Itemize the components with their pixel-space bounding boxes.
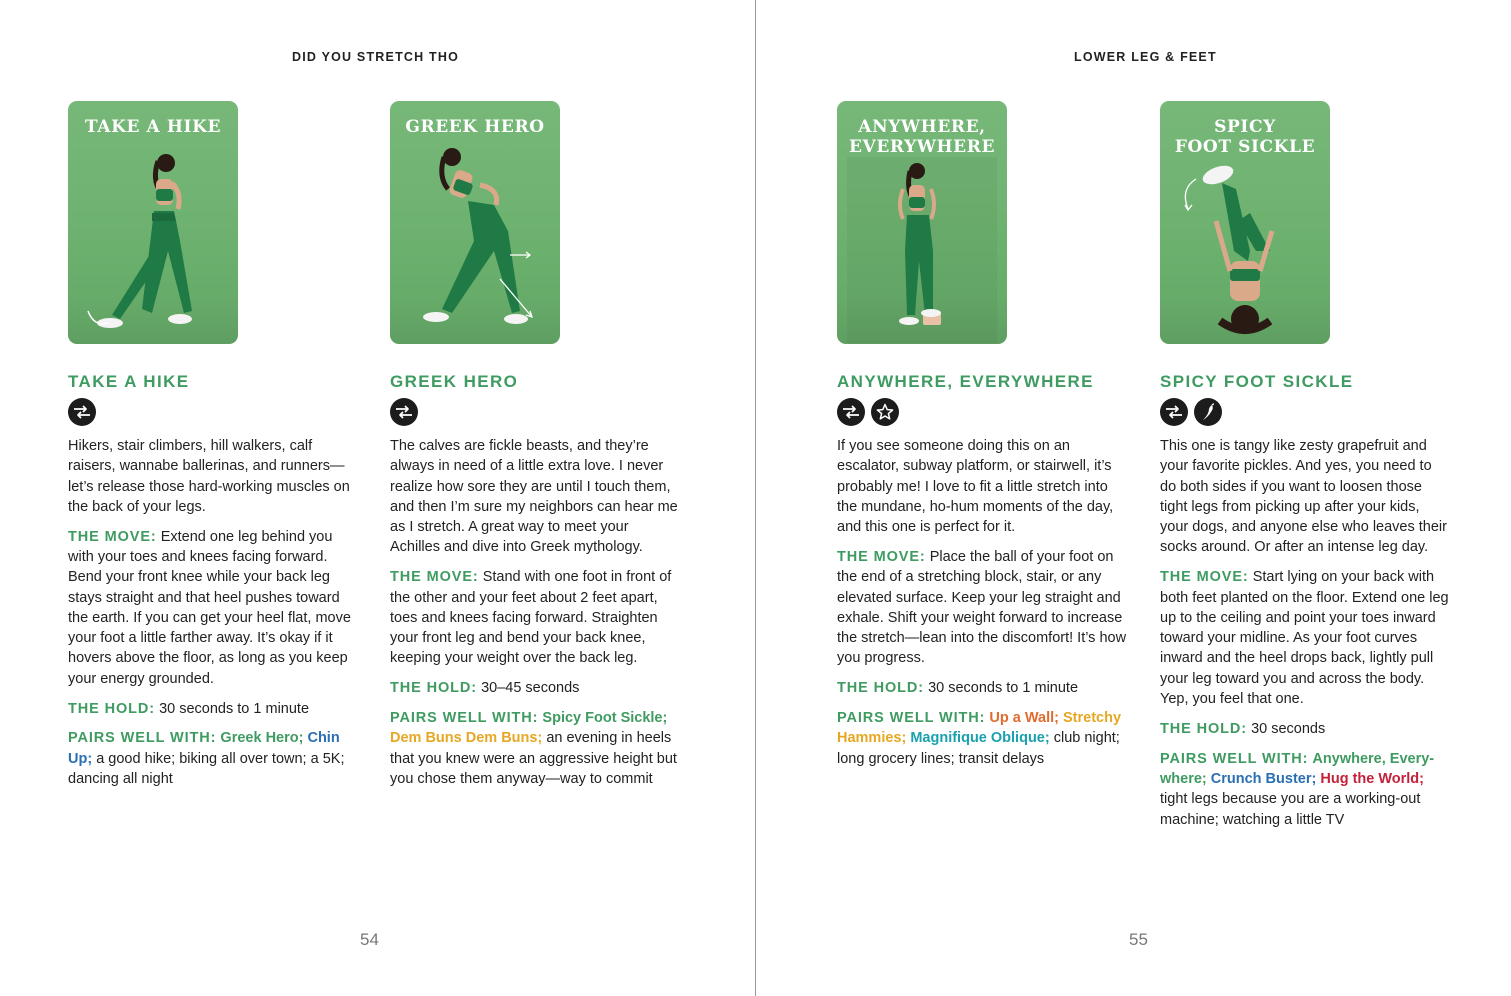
move-text: Extend one leg behind you with your toes and knees facing forward. Bend your front knee while your back leg stays straight and that heel pushes toward the earth. If you can get your heel flat, move your foot a little farther away. It’s okay if it hovers above the floor, as long as you keep your energy grounded.: [68, 528, 351, 687]
hold-label: THE HOLD:: [390, 680, 478, 697]
stretch-greek-hero: [390, 101, 680, 789]
hold-text: 30 seconds: [1251, 720, 1326, 737]
stretch-intro: The calves are fickle beasts, and they’re always in need of a little extra love. I never realize how sore they are until I touch them, and then I’m sure my neighbors can hear me as I stretch. A great way to meet your Achilles and dive into Greek mythology.: [390, 438, 678, 556]
chili-pepper-icon: [1194, 398, 1222, 426]
icon-row: [1160, 398, 1450, 426]
pairs-text: tight legs because you are a working-out machine; watching a little TV: [1160, 791, 1421, 828]
the-hold: [837, 678, 1127, 698]
the-move: [1160, 567, 1450, 709]
photo-title-line: EVERYWHERE: [848, 137, 996, 157]
pairs-label: PAIRS WELL WITH:: [1160, 750, 1309, 767]
icon-row: [68, 398, 358, 426]
stretch-title: GREEK HERO: [390, 372, 519, 391]
icon-row: [837, 398, 1127, 426]
move-text: Stand with one foot in front of the other and your feet about 2 feet apart, toes and knees facing forward. Straighten your front leg and bend your back knee, keeping your weight over the back leg.: [390, 569, 672, 667]
swap-arrows-icon: [1160, 398, 1188, 426]
move-text: Place the ball of your foot on the end of a stretching block, stair, or any elevated surface. Keep your leg straight and exhale. Shift your weight forward to increase the stretch—lean into the discomfort! It’s how you progress.: [837, 548, 1127, 667]
the-hold: [1160, 719, 1450, 739]
pairs-link[interactable]: Spicy Foot Sickle;: [542, 710, 668, 727]
photo-title: GREEK HERO: [405, 117, 545, 137]
hold-label: THE HOLD:: [1160, 720, 1248, 737]
pairs-well-with: [390, 708, 680, 789]
photo-title: TAKE A HIKE: [84, 117, 222, 137]
photo-title-line: ANYWHERE,: [858, 117, 986, 137]
stretch-anywhere-everywhere: [837, 101, 1127, 769]
icon-row: [390, 398, 680, 426]
pairs-well-with: [837, 708, 1127, 769]
move-label: THE MOVE:: [390, 569, 479, 586]
star-icon: [871, 398, 899, 426]
pairs-link[interactable]: Chin Up;: [68, 730, 340, 767]
running-head: DID YOU STRETCH THO: [292, 50, 460, 64]
pairs-link[interactable]: Magnifique Oblique;: [910, 730, 1050, 747]
photo-title: [1160, 117, 1330, 157]
the-move: [837, 547, 1127, 669]
pairs-link[interactable]: Stretchy Hammies;: [837, 710, 1122, 747]
the-move: [390, 567, 680, 668]
the-move: [68, 527, 358, 689]
stretch-photo: [1160, 101, 1330, 344]
the-hold: [68, 699, 358, 719]
pairs-link[interactable]: Up a Wall;: [989, 710, 1059, 727]
stretch-intro: Hikers, stair climbers, hill walkers, calf raisers, wannabe ballerinas, and runners—let’s release those hard-working muscles on the back of your legs.: [68, 438, 350, 515]
photo-title-line: FOOT SICKLE: [1174, 137, 1316, 157]
stretch-intro: If you see someone doing this on an escalator, subway platform, or stairwell, it’s probably me! I love to fit a little stretch into the mundane, ho-hum moments of the day, and this one is perfect for it.: [837, 438, 1114, 536]
photo-title-line: SPICY: [1214, 117, 1276, 137]
page-number: 54: [360, 930, 379, 949]
stretch-take-a-hike: [68, 101, 358, 789]
move-label: THE MOVE:: [68, 528, 157, 545]
right-page: [756, 0, 1511, 996]
figure-illustration: [68, 101, 238, 344]
figure-illustration: [390, 101, 560, 344]
stretch-spicy-foot-sickle: [1160, 101, 1450, 830]
stretch-title: ANYWHERE, EVERYWHERE: [837, 372, 1094, 391]
pairs-text: club night; long grocery lines; transit delays: [837, 730, 1120, 767]
hold-text: 30–45 seconds: [481, 680, 580, 697]
pairs-label: PAIRS WELL WITH:: [837, 710, 986, 727]
pairs-link[interactable]: Crunch Buster;: [1210, 770, 1317, 787]
the-hold: [390, 678, 680, 698]
move-label: THE MOVE:: [1160, 569, 1249, 586]
pairs-link[interactable]: Anywhere, Every-where;: [1160, 750, 1435, 787]
stretch-title: SPICY FOOT SICKLE: [1160, 372, 1354, 391]
hold-text: 30 seconds to 1 minute: [159, 700, 310, 717]
stretch-intro: This one is tangy like zesty grapefruit and your favorite pickles. And yes, you need to do both sides if you want to loosen those tight legs from picking up after your kids, your dogs, and anyone else who leaves their socks around. Or after an intense leg day.: [1160, 438, 1447, 556]
photo-title: [837, 117, 1007, 157]
stretch-title: TAKE A HIKE: [68, 372, 190, 391]
hold-text: 30 seconds to 1 minute: [928, 680, 1079, 697]
hold-label: THE HOLD:: [68, 700, 156, 717]
stretch-photo: [837, 101, 1007, 344]
pairs-text: an evening in heels that you knew were an aggressive height but you chose them anyway—way to commit: [390, 730, 677, 787]
pairs-well-with: [1160, 749, 1450, 830]
move-text: Start lying on your back with both feet planted on the floor. Extend one leg up to the ceiling and point your toes inward toward your midline. As your foot curves inward and the heel drops back, lightly pull your leg toward you and across the body. Yep, you feel that one.: [1160, 569, 1449, 708]
hold-label: THE HOLD:: [837, 680, 925, 697]
stretch-photo: [390, 101, 560, 344]
pairs-link[interactable]: Hug the World;: [1320, 770, 1424, 787]
page-number: 55: [1129, 930, 1148, 949]
pairs-well-with: [68, 728, 358, 789]
pairs-label: PAIRS WELL WITH:: [390, 710, 539, 727]
swap-arrows-icon: [68, 398, 96, 426]
left-page: [0, 0, 755, 996]
pairs-link[interactable]: Dem Buns Dem Buns;: [390, 730, 543, 747]
pairs-link[interactable]: Greek Hero;: [220, 730, 304, 747]
swap-arrows-icon: [390, 398, 418, 426]
swap-arrows-icon: [837, 398, 865, 426]
pairs-label: PAIRS WELL WITH:: [68, 730, 217, 747]
move-label: THE MOVE:: [837, 548, 926, 565]
stretch-photo: [68, 101, 238, 344]
running-head: LOWER LEG & FEET: [1074, 50, 1217, 64]
pairs-text: a good hike; biking all over town; a 5K; dancing all night: [68, 750, 345, 787]
